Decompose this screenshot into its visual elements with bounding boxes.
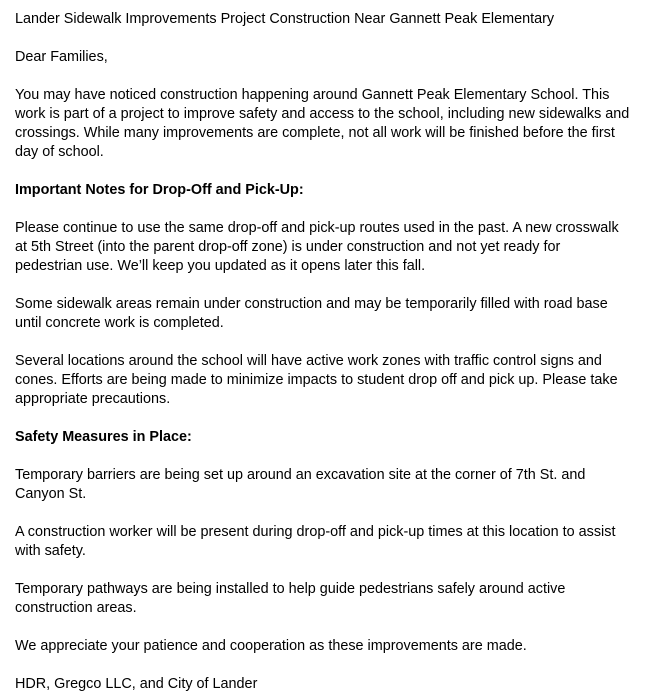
dropoff-paragraph-work-zones: Several locations around the school will have active work zones with traffic control signs and cones. Efforts are being made to minimize impacts to student drop off and pick up. Please take appropriate precautions. bbox=[15, 353, 618, 407]
dropoff-paragraph-routes: Please continue to use the same drop-off and pick-up routes used in the past. A new crosswalk at 5th Street (into the parent drop-off zone) is under construction and not yet ready for pedestrian use. We’ll keep you updated as it opens later this fall. bbox=[15, 220, 619, 274]
letter-greeting: Dear Families, bbox=[15, 49, 108, 65]
signature: HDR, Gregco LLC, and City of Lander bbox=[15, 676, 258, 692]
closing-paragraph: We appreciate your patience and cooperation as these improvements are made. bbox=[15, 638, 527, 654]
safety-paragraph-barriers: Temporary barriers are being set up around an excavation site at the corner of 7th St. and Canyon St. bbox=[15, 467, 586, 502]
safety-paragraph-pathways: Temporary pathways are being installed to help guide pedestrians safely around active construction areas. bbox=[15, 581, 566, 616]
safety-paragraph-worker: A construction worker will be present during drop-off and pick-up times at this location to assist with safety. bbox=[15, 524, 616, 559]
intro-paragraph: You may have noticed construction happening around Gannett Peak Elementary School. This work is part of a project to improve safety and access to the school, including new sidewalks and crossings. While many improvements are complete, not all work will be finished before the first day of school. bbox=[15, 87, 630, 160]
safety-heading: Safety Measures in Place: bbox=[15, 429, 192, 445]
letter-subject: Lander Sidewalk Improvements Project Construction Near Gannett Peak Elementary bbox=[15, 11, 555, 27]
dropoff-heading: Important Notes for Drop-Off and Pick-Up: bbox=[15, 182, 304, 198]
dropoff-paragraph-sidewalks: Some sidewalk areas remain under construction and may be temporarily filled with road base until concrete work is completed. bbox=[15, 296, 608, 331]
